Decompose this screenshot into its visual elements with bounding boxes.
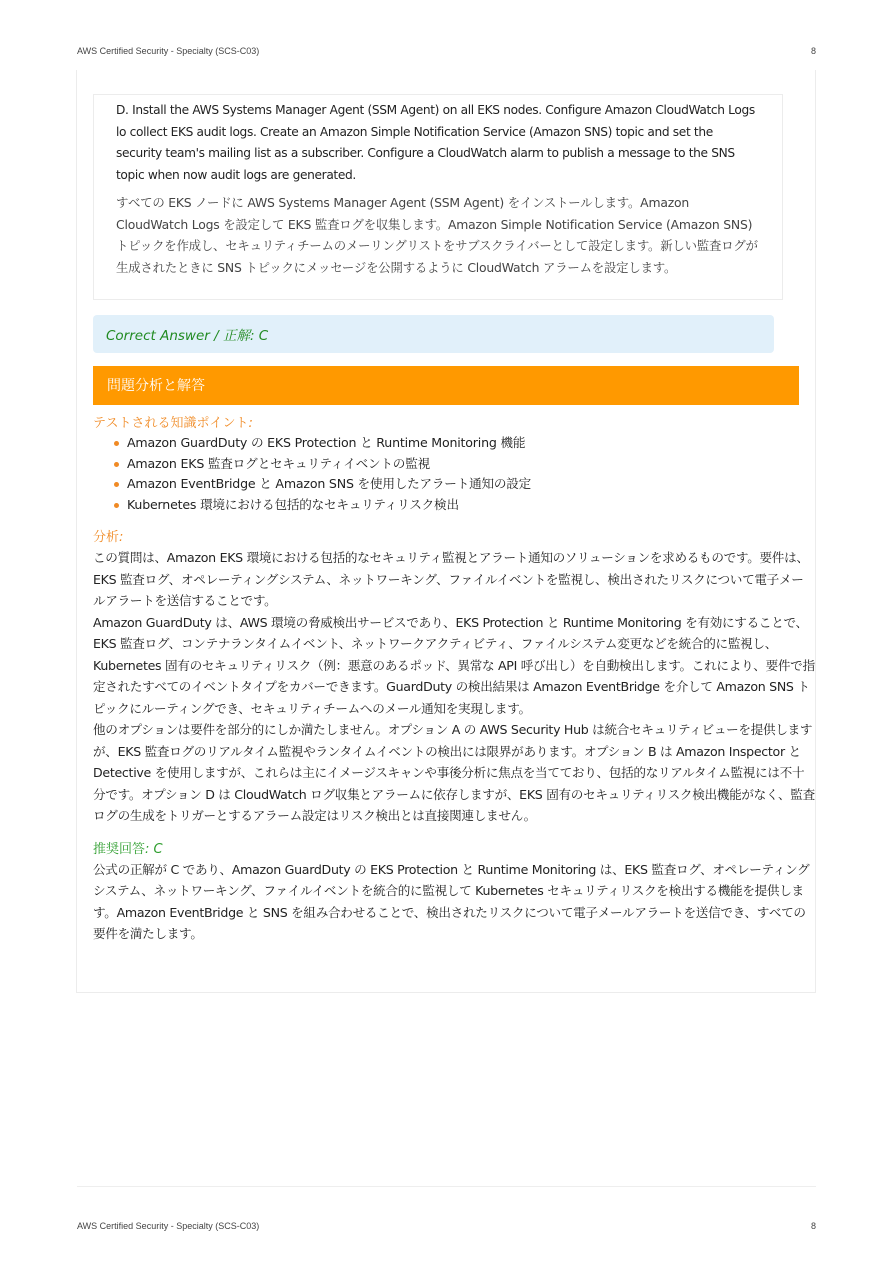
bullet-icon <box>114 482 119 487</box>
analysis-paragraph: この質問は、Amazon EKS 環境における包括的なセキュリティ監視とアラート通知のソリューションを求めるものです。要件は、EKS 監査ログ、オペレーティングシステム、ネットワーキング、ファイルイベントを監視し、検出されたリスクについて電子メールアラートを送信することです。 <box>93 550 809 608</box>
option-d-card <box>93 94 783 300</box>
recommended-answer-heading: 推奨回答: C <box>93 841 163 857</box>
recommended-answer-paragraph: 公式の正解が C であり、Amazon GuardDuty の EKS Protection と Runtime Monitoring は、EKS 監査ログ、オペレーティングシステム、ネットワーキング、ファイルイベントを統合的に監視して Kubernetes セキュリティリスクを検出する機能を提供します。Amazon EventBridge と SNS を組み合わせることで、検出されたリスクについて電子メールアラートを送信でき、すべての要件を満たします。 <box>93 861 810 941</box>
header-title: AWS Certified Security - Specialty (SCS-C03) <box>77 46 260 56</box>
knowledge-points-list <box>93 433 815 515</box>
header-page-number: 8 <box>810 46 816 56</box>
page-header <box>77 46 816 56</box>
section-title: 問題分析と解答 <box>107 378 205 394</box>
option-d-english: D. Install the AWS Systems Manager Agent (SSM Agent) on all EKS nodes. Configure Amazon CloudWatch Logs lo collect EKS audit logs. Create an Amazon Simple Notification Service (Amazon SNS) topic and set the security team's mailing list as a subscriber. Configure a CloudWatch alarm to publish a message to the SNS topic when now audit logs are generated. <box>116 103 755 182</box>
analysis-heading: 分析: <box>93 530 124 545</box>
list-item: Amazon EventBridge と Amazon SNS を使用したアラート通知の設定 <box>114 474 815 495</box>
list-item: Kubernetes 環境における包括的なセキュリティリスク検出 <box>114 495 815 516</box>
analysis-paragraph: Amazon GuardDuty は、AWS 環境の脅威検出サービスであり、EKS Protection と Runtime Monitoring を有効にすることで、EKS 監査ログ、コンテナランタイムイベント、ネットワークアクティビティ、ファイルシステム変更などを統合的に監視し、Kubernetes 固有のセキュリティリスク（例：悪意のあるポッド、異常な API 呼び出し）を自動検出します。これにより、要件で指定されたすべてのイベントタイプをカバーできます。GuardDuty の検出結果は Amazon EventBridge を介して Amazon SNS トピックにルーティングでき、セキュリティチームへのメール通知を実現します。 <box>93 614 815 716</box>
bullet-icon <box>114 441 119 446</box>
analysis-content <box>93 414 815 945</box>
option-d-japanese: すべての EKS ノードに AWS Systems Manager Agent (SSM Agent) をインストールします。Amazon CloudWatch Logs を設定して EKS 監査ログを収集します。Amazon Simple Notification Service (Amazon SNS) トピックを作成し、セキュリティチームのメーリングリストをサブスクライバーとして設定します。新しい監査ログが生成されたときに SNS トピックにメッセージを公開するように CloudWatch アラームを設定します。 <box>116 195 758 275</box>
analysis-paragraph: 他のオプションは要件を部分的にしか満たしません。オプション A の AWS Security Hub は統合セキュリティビューを提供しますが、EKS 監査ログのリアルタイム監視やランタイムイベントの検出には限界があります。オプション B は Amazon Inspector と Detective を使用しますが、これらは主にイメージスキャンや事後分析に焦点を当てており、包括的なリアルタイム監視には不十分です。オプション D は CloudWatch ログ収集とアラームに依存しますが、EKS 固有のセキュリティリスク検出機能がなく、監査ログの生成をトリガーとするアラーム設定はリスク検出とは直接関連しません。 <box>93 722 815 823</box>
footer-title: AWS Certified Security - Specialty (SCS-C03) <box>77 1221 260 1231</box>
footer-divider <box>77 1186 816 1187</box>
bullet-icon <box>114 503 119 508</box>
footer-page-number: 8 <box>810 1221 816 1231</box>
bullet-icon <box>114 462 119 467</box>
correct-answer-label: Correct Answer / 正解: C <box>106 328 269 344</box>
correct-answer-banner <box>93 315 774 353</box>
section-header-bar <box>93 366 799 405</box>
list-item: Amazon GuardDuty の EKS Protection と Runtime Monitoring 機能 <box>114 433 815 454</box>
list-item: Amazon EKS 監査ログとセキュリティイベントの監視 <box>114 454 815 475</box>
page-footer <box>77 1221 816 1231</box>
knowledge-points-heading: テストされる知識ポイント: <box>93 416 253 431</box>
